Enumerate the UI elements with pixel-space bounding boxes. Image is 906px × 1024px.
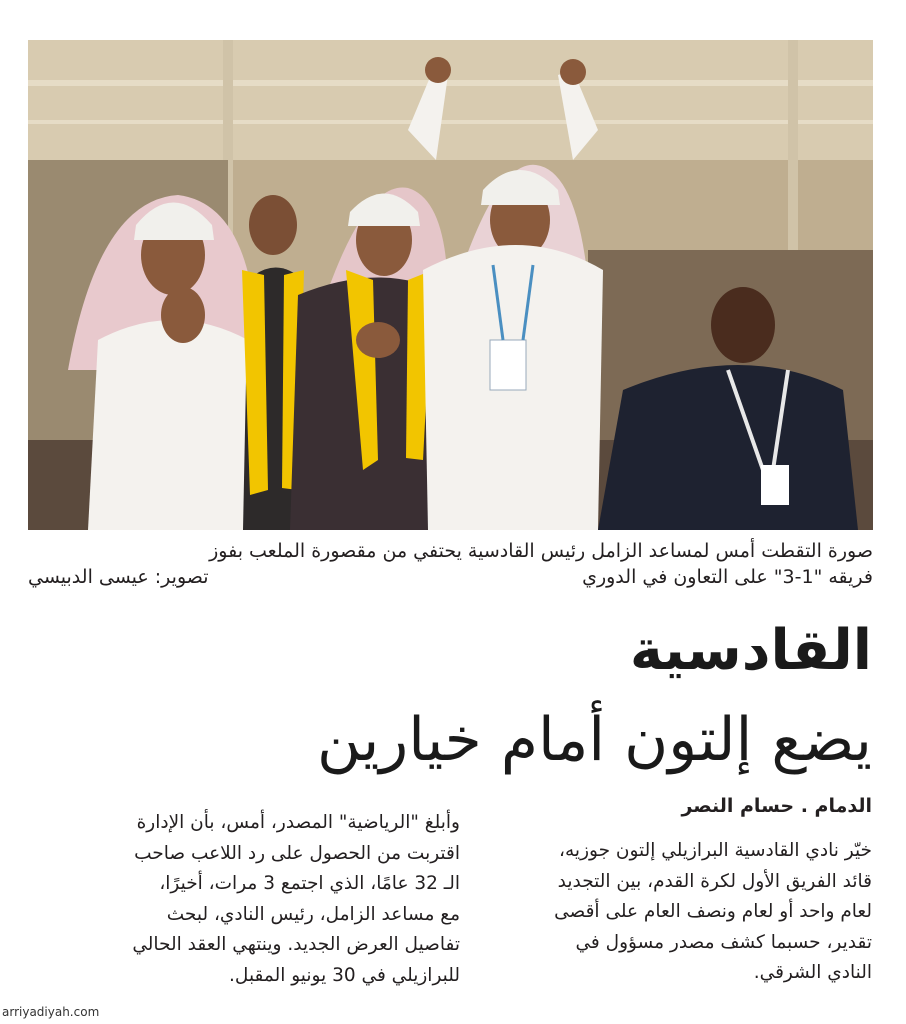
article-photo xyxy=(28,40,873,530)
article-byline: الدمام . حسام النصر xyxy=(681,795,872,817)
caption-line-2: فريقه "1-3" على التعاون في الدوري xyxy=(582,566,873,588)
body-line: تفاصيل العرض الجديد. وينتهي العقد الحالي xyxy=(132,934,460,955)
photo-illustration xyxy=(28,40,873,530)
article-column-left xyxy=(60,808,460,991)
body-line: وأبلغ "الرياضية" المصدر، أمس، بأن الإدارة xyxy=(136,812,460,833)
body-line: تقدير، حسبما كشف مصدر مسؤول في xyxy=(575,931,872,953)
body-line: لعام واحد أو لعام ونصف العام على أقصى xyxy=(554,901,872,922)
body-line: الـ 32 عامًا، الذي اجتمع 3 مرات، أخيرًا، xyxy=(159,873,460,894)
body-line: للبرازيلي في 30 يونيو المقبل. xyxy=(229,964,460,986)
article-subheadline: يضع إلتون أمام خيارين xyxy=(316,705,872,775)
photo-caption xyxy=(28,538,873,590)
body-line: اقتربت من الحصول على رد اللاعب صاحب xyxy=(134,842,460,864)
source-watermark: arriyadiyah.com xyxy=(2,1005,100,1019)
body-line: مع مساعد الزامل، رئيس النادي، لبحث xyxy=(166,903,460,925)
article-column-right xyxy=(482,836,872,989)
body-line: خيّر نادي القادسية البرازيلي إلتون جوزيه، xyxy=(559,840,872,861)
body-line: النادي الشرقي. xyxy=(753,962,872,983)
article-headline: القادسية xyxy=(629,618,872,683)
photo-credit: تصوير: عيسى الدبيسي xyxy=(28,566,209,588)
body-line: قائد الفريق الأول لكرة القدم، بين التجديد xyxy=(557,870,872,892)
caption-line-1: صورة التقطت أمس لمساعد الزامل رئيس القادسية يحتفي من مقصورة الملعب بفوز xyxy=(209,540,873,562)
